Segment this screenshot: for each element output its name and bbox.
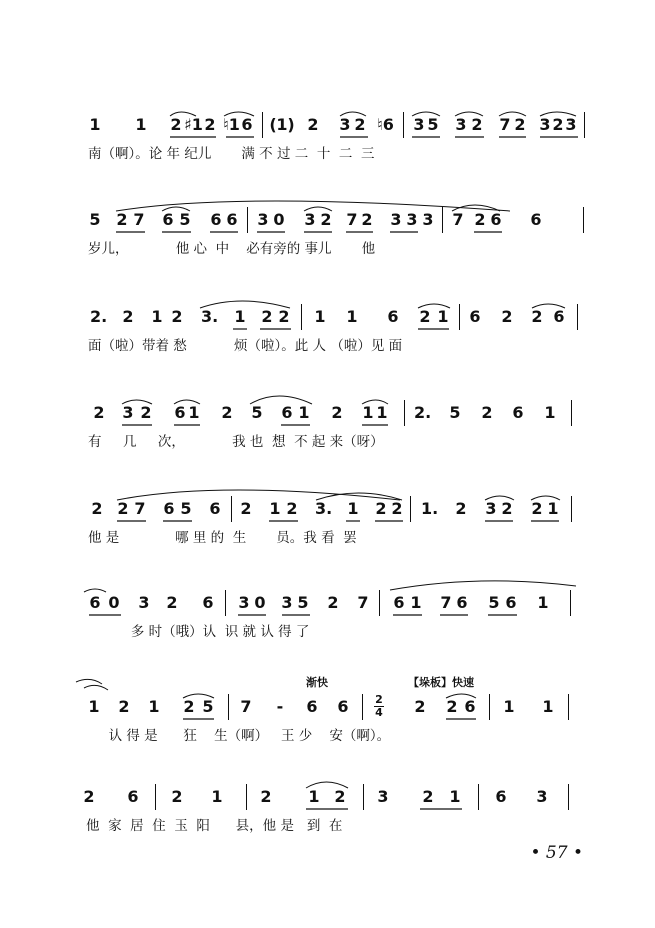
note: 1	[298, 403, 310, 422]
note: ♮6	[377, 115, 394, 134]
note: 2	[422, 787, 434, 806]
time-signature: 2 4	[375, 693, 383, 719]
note: 2	[260, 787, 272, 806]
note: 1	[314, 307, 326, 326]
note: 5	[297, 593, 309, 612]
note: 1	[89, 115, 101, 134]
note: 3	[138, 593, 150, 612]
note: 5	[202, 697, 214, 716]
note: 6	[512, 403, 524, 422]
note: 2	[91, 499, 103, 518]
note: 3	[377, 787, 389, 806]
lyric-line: 有 几 次， 我 也 想 不 起 来（呀）	[88, 434, 384, 450]
tempo-marking: 【垛板】快速	[408, 676, 474, 689]
note: 1	[269, 499, 281, 518]
note: 2	[481, 403, 493, 422]
note: 1	[362, 403, 374, 422]
lyric-line: 多 时（哦）认 识 就 认 得 了	[118, 624, 310, 640]
note: 1	[276, 115, 288, 134]
tempo-marking: 渐快	[306, 676, 328, 689]
note: 3	[281, 593, 293, 612]
note: 1	[449, 787, 461, 806]
note: 2	[354, 115, 366, 134]
note: 2	[320, 210, 332, 229]
note: 6	[337, 697, 349, 716]
note: 2	[117, 499, 129, 518]
note: ♯1	[184, 115, 203, 134]
note: 2	[183, 697, 195, 716]
note: 1	[376, 403, 388, 422]
note: -	[276, 697, 284, 716]
lyric-line: 南（啊）。论 年 纪儿 满 不 过 二 十 二 三	[88, 146, 375, 162]
note: 5	[488, 593, 500, 612]
note: 2.	[414, 403, 432, 422]
note: 2	[93, 403, 105, 422]
note: 1	[151, 307, 163, 326]
note: 5	[427, 115, 439, 134]
note: 7	[133, 210, 145, 229]
note: 3	[455, 115, 467, 134]
note: 6	[387, 307, 399, 326]
note: 2	[261, 307, 273, 326]
note: 6	[89, 593, 101, 612]
note: 6	[393, 593, 405, 612]
note: 2	[455, 499, 467, 518]
note: 2	[116, 210, 128, 229]
note: 1.	[421, 499, 439, 518]
note: 2	[307, 115, 319, 134]
note: 3	[390, 210, 402, 229]
lyric-line: 面（啦）带着 愁 烦（啦）。此 人 （啦）见 面	[88, 338, 403, 354]
note: 6	[495, 787, 507, 806]
note: 0	[108, 593, 120, 612]
note: 2	[471, 115, 483, 134]
staff-line-2	[0, 205, 655, 265]
note: 6	[456, 593, 468, 612]
note: 5	[179, 210, 191, 229]
note: 3	[238, 593, 250, 612]
note: 3	[339, 115, 351, 134]
note: 7	[134, 499, 146, 518]
lyric-line: 岁儿， 他 心 中 必有旁的 事儿 他	[88, 241, 376, 257]
note: 1	[437, 307, 449, 326]
note: 6	[174, 403, 186, 422]
note: 6	[306, 697, 318, 716]
note: 2	[334, 787, 346, 806]
note: 1	[346, 307, 358, 326]
note: 2	[286, 499, 298, 518]
note: 5	[180, 499, 192, 518]
note: 5	[89, 210, 101, 229]
lyric-line: 认 得 是 狂 生（啊） 王 少 安（啊）。	[100, 728, 391, 744]
note: 6	[163, 499, 175, 518]
note: 2	[531, 499, 543, 518]
note: 3	[304, 210, 316, 229]
note: 2	[552, 115, 564, 134]
note: 3	[565, 115, 577, 134]
note: 1	[88, 697, 100, 716]
note: 7	[357, 593, 369, 612]
note: 6	[490, 210, 502, 229]
note: 5	[251, 403, 263, 422]
note: 1	[308, 787, 320, 806]
staff-line-3	[0, 302, 655, 362]
note: 2	[514, 115, 526, 134]
note: 1	[148, 697, 160, 716]
note: 3	[485, 499, 497, 518]
note: 2	[331, 403, 343, 422]
note: 2	[166, 593, 178, 612]
note: 1	[347, 499, 359, 518]
note: 6	[281, 403, 293, 422]
note: 6	[241, 115, 253, 134]
note: 2	[140, 403, 152, 422]
note: 1	[503, 697, 515, 716]
note: 2	[419, 307, 431, 326]
note: 3	[406, 210, 418, 229]
note: 2	[240, 499, 252, 518]
note: 1	[537, 593, 549, 612]
staff-line-8	[0, 782, 655, 842]
note: 0	[273, 210, 285, 229]
note: 7	[440, 593, 452, 612]
note: 3	[122, 403, 134, 422]
note: (	[269, 115, 277, 134]
note: 0	[254, 593, 266, 612]
note: 1	[135, 115, 147, 134]
note: 2	[414, 697, 426, 716]
note: 2	[474, 210, 486, 229]
note: 2	[327, 593, 339, 612]
note: 2	[446, 697, 458, 716]
note: 2	[361, 210, 373, 229]
note: 3	[536, 787, 548, 806]
note: 1	[544, 403, 556, 422]
note: 6	[162, 210, 174, 229]
note: 3.	[315, 499, 333, 518]
note: 1	[410, 593, 422, 612]
note: 7	[240, 697, 252, 716]
note: 2	[501, 307, 513, 326]
note: )	[287, 115, 295, 134]
note: 3	[539, 115, 551, 134]
note: 1	[234, 307, 246, 326]
note: 2	[375, 499, 387, 518]
note: 3.	[201, 307, 219, 326]
note: 2	[171, 787, 183, 806]
note: 2	[122, 307, 134, 326]
note: 3	[257, 210, 269, 229]
note: 6	[464, 697, 476, 716]
note: 6	[127, 787, 139, 806]
note: 5	[449, 403, 461, 422]
note: 6	[530, 210, 542, 229]
note: 2	[204, 115, 216, 134]
note: 2	[501, 499, 513, 518]
note: 2	[118, 697, 130, 716]
page-number: • 57 •	[530, 843, 583, 863]
lyric-line: 他 是 哪 里 的 生 员。我 看 罢	[88, 530, 357, 546]
note: 2	[221, 403, 233, 422]
note: 1	[188, 403, 200, 422]
note: 3	[422, 210, 434, 229]
note: 6	[209, 499, 221, 518]
note: 6	[210, 210, 222, 229]
note: ♮1	[223, 115, 240, 134]
staff-line-7	[0, 676, 655, 752]
note: 6	[505, 593, 517, 612]
staff-line-6	[0, 588, 655, 648]
note: 7	[452, 210, 464, 229]
note: 2.	[90, 307, 108, 326]
note: 1	[547, 499, 559, 518]
note: 7	[346, 210, 358, 229]
note: 3	[413, 115, 425, 134]
note: 7	[499, 115, 511, 134]
lyric-line: 他 家 居 住 玉 阳 县，他 是 到 在	[86, 818, 343, 834]
note: 2	[83, 787, 95, 806]
note: 6	[469, 307, 481, 326]
note: 2	[170, 115, 182, 134]
staff-line-4	[0, 398, 655, 458]
staff-line-1	[0, 110, 655, 170]
staff-line-5	[0, 494, 655, 554]
note: 2	[171, 307, 183, 326]
note: 2	[391, 499, 403, 518]
note: 6	[226, 210, 238, 229]
note: 2	[278, 307, 290, 326]
note: 6	[553, 307, 565, 326]
note: 6	[202, 593, 214, 612]
note: 1	[211, 787, 223, 806]
note: 1	[542, 697, 554, 716]
note: 2	[531, 307, 543, 326]
